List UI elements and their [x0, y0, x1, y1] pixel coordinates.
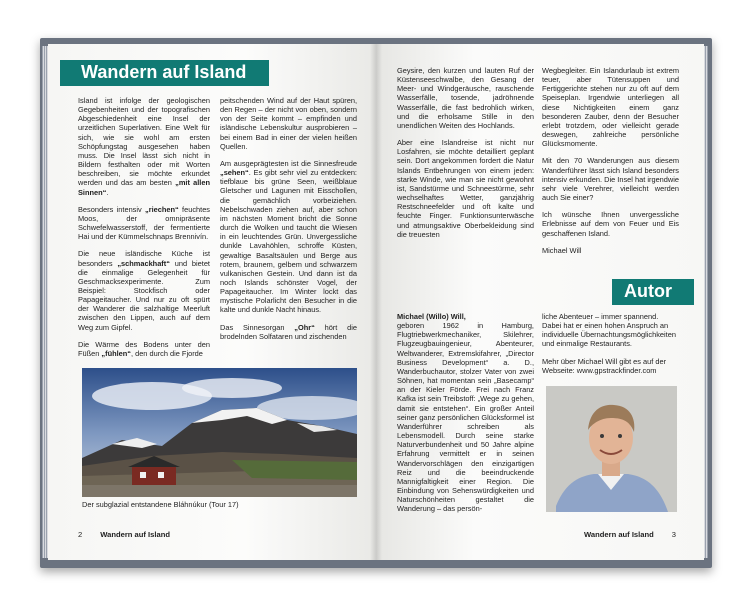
paragraph: Am ausgeprägtesten ist die Sinnesfreude „sehen“. Es gibt sehr viel zu entdecken: tiefblaue bis grüne Seen, weißblaue Gletscher und Lagunen mit Eisschollen, die gemächlich vorbeiziehen. Nebelschwaden ziehen auf, aber schon im nächsten Moment bricht die Sonne durch die Wolken und taucht die Wiesen in ein leuchtendes Grün. Unvergessliche dunkle Lavahöhlen, schroffe Küsten, gewaltige Basaltsäulen und Berge aus rotem, braunem, gelbem und schwarzem vulkanischen Gestein. Und dann ist da noch Islands schönster Vogel, der Papageitaucher. Im Winter lockt das mystische Polarlicht den Besucher in die kalte und dunkle Nacht hinaus.: [220, 158, 357, 315]
paragraph: Die Wärme des Bodens unter den Füßen „fühlen“, den durch die Fjorde: [78, 339, 210, 358]
paragraph: Mehr über Michael Will gibt es auf der Webseite: www.gpstrackfinder.com: [542, 356, 667, 375]
page-number: 2: [78, 530, 83, 539]
footer-left: [78, 530, 170, 539]
paragraph: Island ist infolge der geologischen Gegebenheiten und der topografischen Abgeschiedenheit eine Insel der urzeitlichen Superlativen. Eine Welt für sich, wie sie wohl am ersten Schöpfungstag ausgesehen haben muss. Die Insel lässt sich nicht in Bildern festhalten oder mit Worten beschreiben, sie möchte erkundet werden und das am besten „mit allen Sinnen“.: [78, 96, 210, 197]
footer-right: [584, 530, 676, 539]
running-title: Wandern auf Island: [584, 530, 654, 539]
paragraph: Wegbegleiter. Ein Islandurlaub ist extrem teuer, aber Tütensuppen und Fertiggerichte stehen nur zu oft auf dem Speiseplan. Irgendwie unterliegen all diese Nichtigkeiten einem ganz besonderen Zauber, denn der Besucher erlebt trotzdem, oder vielleicht gerade deswegen, zahlreiche persönliche Glücksmomente.: [542, 66, 679, 149]
paragraph: Michael (Willo) Will, geboren 1962 in Hamburg, Flugtriebwerkmechaniker, Skilehrer, Flugzeugbauingenieur, Abenteurer, Weltwanderer, Extremskifahrer, „Director Business Development“ a. D., Wanderbuchautor, stolzer Vater von zwei Söhnen, hat momentan sein „Basecamp“ an der Kieler Förde. Frei nach Franz Kafka ist sein Treibstoff: „Wege zu gehen, damit sie entstehen“. Ein großer Anteil seiner ganz persönlichen Glücksformel ist Wanderführer schreiben als Lebensmodell. Durch seine starke Naturverbundenheit und 50 Jahre alpine Erfahrung vermittelt er in seinen Wandervorschlägen den einzigartigen Reiz und die beeindruckende Mannigfaltigkeit einer Region. Die Einbindung von Sehenswürdigkeiten und Naturschönheiten gestaltet die Wanderung – das persön-: [397, 312, 534, 514]
paragraph: Ich wünsche Ihnen unvergessliche Erlebnisse auf dem von Feuer und Eis geschaffenen Island.: [542, 210, 679, 238]
running-title: Wandern auf Island: [100, 530, 170, 539]
text-column-4: [542, 66, 679, 263]
paragraph: Besonders intensiv „riechen“ feuchtes Moos, der omnipräsente Schwefelwasserstoff, der fermentierte Hai und der Kümmelschnaps Brennivín.: [78, 204, 210, 242]
paragraph: Geysire, den kurzen und lauten Ruf der Küstenseeschwalbe, den Gesang der Meer- und Windgeräusche, rauschende Wasserfälle, tosende, jadröhnende Wasserfälle, die fast bedrohlich wirken, und die erholsame Stille in den unendlichen Weiten des Hochlands.: [397, 66, 534, 130]
author-portrait: [546, 386, 677, 512]
text-column-1: [78, 96, 210, 366]
paragraph: peitschenden Wind auf der Haut spüren, den Regen – der nicht von oben, sondern von der Seite kommt – empfinden und isländische Lebenskultur ausprobieren – bei einem Bad in einer der vielen heißen Quellen.: [220, 96, 357, 151]
book-spine-shadow: [370, 44, 382, 560]
page-number: 3: [671, 530, 676, 539]
text-column-3: [397, 66, 534, 247]
paragraph: Das Sinnesorgan „Ohr“ hört die brodelnden Solfataren und zischenden: [220, 322, 357, 341]
landscape-photo: [82, 368, 357, 497]
text-column-2: [220, 96, 357, 349]
paragraph: Mit den 70 Wanderungen aus diesem Wanderführer lässt sich Island besonders intensiv erkunden. Die Insel hat irgendwie sehr viele Verehrer, vielleicht werden auch Sie einer?: [542, 156, 679, 203]
paragraph: Die neue isländische Küche ist besonders „schmackhaft“ und bietet die einmalige Gelegenheit für Geschmacksexperimente. Zum Beispiel: Stockfisch oder Papageitaucher. Und nur zu oft spürt der Wanderer die salzhaltige Meerluft zwischen den Lippen, auch auf dem Weg zum Gipfel.: [78, 249, 210, 332]
paragraph: Aber eine Islandreise ist nicht nur Losfahren, sie möchte detailliert geplant sein. Dort angekommen fordert die Natur Islands Entbehrungen von einem jeden: starke Winde, wie man sie nicht gewohnt ist, Sandstürme und Schneestürme, sehr wechselhaftes Wetter, ganzjährig Restschneefelder und oft kalte und feuchte Finger. Funktionsunterwäsche und atmungsaktive Oberbekleidung sind die treuesten: [397, 138, 534, 239]
author-bio-column: [397, 312, 534, 521]
author-heading: Autor: [612, 279, 694, 305]
author-bio-column-2: [542, 312, 679, 383]
chapter-title: Wandern auf Island: [60, 60, 269, 86]
paragraph: liche Abenteuer – immer spannend. Dabei hat er einen hohen Anspruch an individuelle Übernachtungsmöglichkeiten und einmalige Restaurants.: [542, 312, 676, 349]
photo-caption: Der subglazial entstandene Bláhnúkur (Tour 17): [82, 500, 239, 509]
author-signature: Michael Will: [542, 245, 582, 255]
